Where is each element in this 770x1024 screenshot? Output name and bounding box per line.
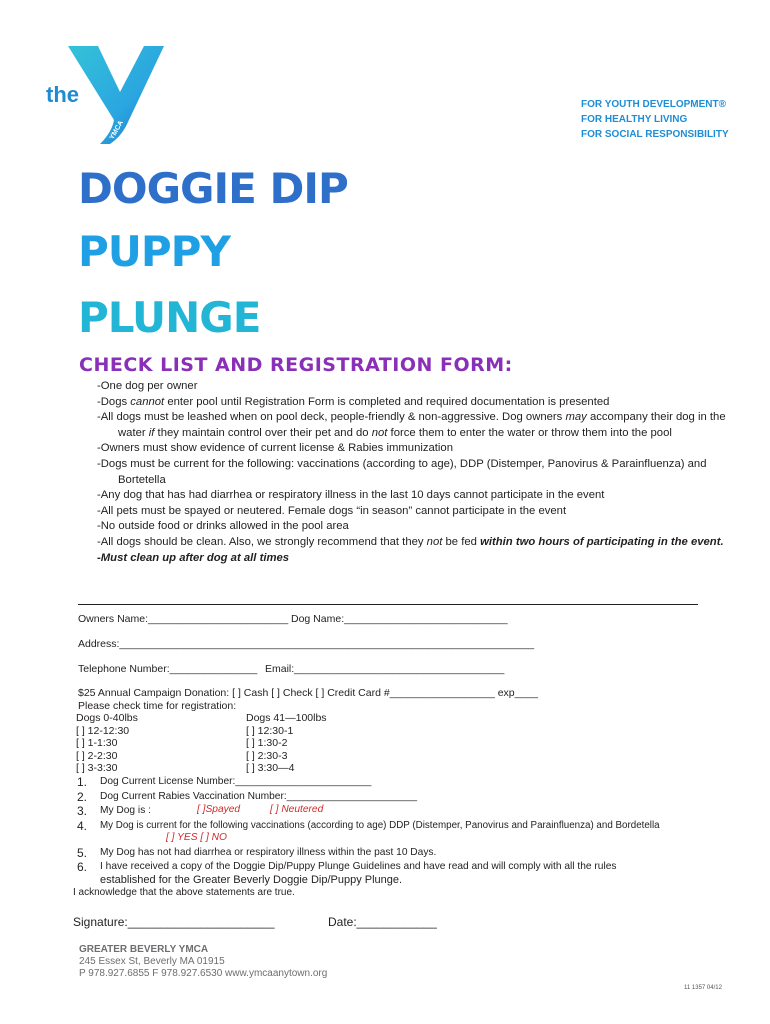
item-number: 1.	[77, 775, 88, 789]
small-dogs-heading: Dogs 0-40lbs	[76, 712, 138, 724]
tagline-line: FOR HEALTHY LIVING	[581, 114, 688, 125]
vaccinations-statement: My Dog is current for the following vaccinations (according to age) DDP (Distemper, Panovirus and Parainfluenza) and Bordetella	[100, 820, 660, 831]
email-field[interactable]: Email:____________________________________	[265, 663, 505, 675]
form-code: 11 1357 04/12	[684, 985, 722, 991]
checklist	[97, 379, 747, 566]
time-checkbox[interactable]: [ ] 1:30-2	[246, 737, 288, 749]
ymca-y-icon	[40, 40, 170, 150]
item-number: 4.	[77, 819, 88, 833]
item-number: 2.	[77, 790, 88, 804]
address-field[interactable]: Address:_______________________________________________________________________	[78, 638, 535, 650]
logo-the-text: the	[46, 82, 79, 107]
dog-name-field[interactable]: Dog Name:____________________________	[291, 613, 508, 625]
signature-field[interactable]: Signature:______________________	[73, 915, 275, 929]
checklist-item: -Owners must show evidence of current license & Rabies immunization	[97, 442, 454, 455]
item-number: 5.	[77, 846, 88, 860]
check-time-label: Please check time for registration:	[78, 700, 237, 712]
checklist-item: -Dogs cannot enter pool until Registration Form is completed and required documentation is presented	[97, 395, 610, 408]
acknowledgement: I acknowledge that the above statements are true.	[73, 887, 295, 898]
large-dogs-times	[246, 712, 327, 775]
guidelines-statement: I have received a copy of the Doggie Dip/Puppy Plunge Guidelines and have read and will comply with all the rules	[100, 861, 617, 872]
time-checkbox[interactable]: [ ] 2:30-3	[246, 749, 288, 762]
separator-line	[78, 604, 698, 605]
footer	[79, 944, 327, 980]
telephone-field[interactable]: Telephone Number:_______________	[78, 663, 258, 675]
checklist-item: -One dog per owner	[97, 380, 198, 392]
tagline	[581, 97, 729, 142]
time-checkbox[interactable]: [ ] 2-2:30	[76, 749, 118, 762]
footer-contact: P 978.927.6855 F 978.927.6530 www.ymcaanytown.org	[79, 968, 328, 979]
time-checkbox[interactable]: [ ] 3:30—4	[246, 762, 295, 774]
donation-field[interactable]: $25 Annual Campaign Donation: [ ] Cash [ ] Check [ ] Credit Card #__________________ exp____	[78, 687, 538, 699]
title-line-2: PUPPY	[78, 227, 230, 276]
vaccination-yes-no[interactable]: [ ] YES [ ] NO	[166, 832, 227, 843]
checklist-item: -Dogs must be current for the following: vaccinations (according to age), DDP (Distemper, Panovirus & Parainfluenza) and Bortetella	[97, 457, 707, 486]
checklist-item: -All dogs must be leashed when on pool deck, people-friendly & non-aggressive. Dog owners may accompany their dog in the water if they maintain control over their pet and do not force them to enter the water or throw them into the pool	[97, 411, 726, 439]
item-number: 6.	[77, 860, 88, 874]
rabies-number-field[interactable]: Dog Current Rabies Vaccination Number:_______________________	[100, 791, 417, 802]
spayed-checkbox[interactable]: [ ]Spayed	[197, 804, 241, 815]
form-subtitle: CHECK LIST AND REGISTRATION FORM:	[79, 354, 513, 376]
logo-ymca-text: YMCA	[108, 119, 126, 141]
tagline-line: FOR SOCIAL RESPONSIBILITY	[581, 129, 729, 140]
ymca-logo	[40, 40, 170, 150]
guidelines-statement-cont: established for the Greater Beverly Doggie Dip/Puppy Plunge.	[100, 874, 403, 886]
checklist-item: -Any dog that has had diarrhea or respiratory illness in the last 10 days cannot participate in the event	[97, 489, 605, 502]
footer-org: GREATER BEVERLY YMCA	[79, 944, 209, 955]
illness-statement: My Dog has not had diarrhea or respiratory illness within the past 10 Days.	[100, 847, 437, 858]
date-field[interactable]: Date:____________	[328, 915, 437, 929]
neutered-checkbox[interactable]: [ ] Neutered	[270, 804, 324, 815]
item-number: 3.	[77, 804, 88, 818]
checklist-item: -Must clean up after dog at all times	[97, 551, 290, 564]
small-dogs-times	[76, 712, 138, 775]
time-checkbox[interactable]: [ ] 1-1:30	[76, 737, 118, 749]
footer-address: 245 Essex St, Beverly MA 01915	[79, 956, 225, 967]
license-number-field[interactable]: Dog Current License Number:________________________	[100, 776, 372, 787]
checklist-item: -All pets must be spayed or neutered. Female dogs “in season” cannot participate in the event	[97, 504, 567, 517]
checklist-item: -All dogs should be clean. Also, we strongly recommend that they not be fed within two hours of participating in the event.	[97, 535, 724, 548]
owner-name-field[interactable]: Owners Name:________________________	[78, 613, 289, 625]
title-line-1: DOGGIE DIP	[78, 164, 348, 213]
tagline-line: FOR YOUTH DEVELOPMENT®	[581, 99, 726, 110]
my-dog-is-label: My Dog is :	[100, 805, 151, 816]
title-line-3: PLUNGE	[78, 293, 261, 342]
time-checkbox[interactable]: [ ] 12-12:30	[76, 724, 130, 737]
time-checkbox[interactable]: [ ] 12:30-1	[246, 724, 294, 737]
large-dogs-heading: Dogs 41—100lbs	[246, 712, 327, 724]
checklist-item: -No outside food or drinks allowed in the pool area	[97, 520, 349, 533]
time-checkbox[interactable]: [ ] 3-3:30	[76, 762, 118, 774]
